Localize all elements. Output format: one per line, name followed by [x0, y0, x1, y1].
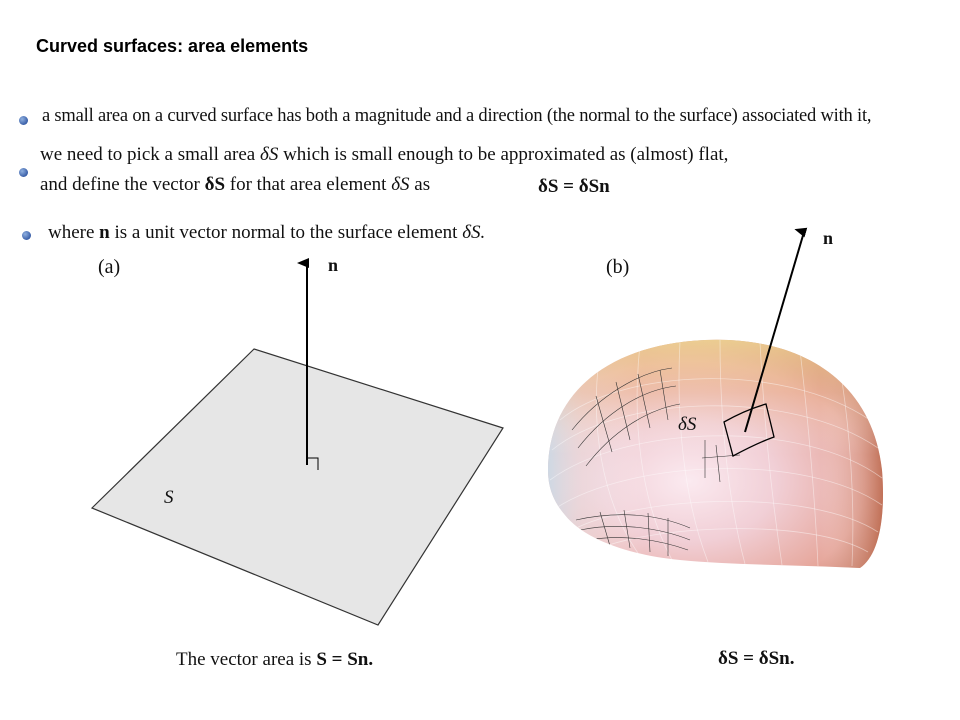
- normal-label-b: n: [823, 228, 834, 248]
- math-symbol: δS: [259, 144, 279, 165]
- text-segment: for that area element: [229, 174, 387, 195]
- bullet-text-1: a small area on a curved surface has both a magnitude and a direction (the normal to the surface) associated with it,: [42, 106, 872, 126]
- panel-a-label: (a): [98, 256, 121, 278]
- text-segment: where: [48, 222, 95, 243]
- equation-ds: δS = δSn: [538, 176, 610, 197]
- math-symbol: δS.: [462, 222, 486, 243]
- element-label-ds: δS: [678, 414, 697, 435]
- panel-b-label: (b): [606, 256, 630, 278]
- text-segment: as: [414, 174, 431, 195]
- caption-b: δS = δSn.: [718, 648, 795, 669]
- math-symbol: δS: [391, 174, 410, 195]
- caption-text: The vector area is: [176, 649, 312, 670]
- surface-label-s: S: [164, 487, 174, 508]
- text-segment: which is small enough to be approximated as (almost) flat,: [283, 144, 729, 165]
- text-segment: is a unit vector normal to the surface element: [114, 222, 458, 243]
- math-vector: δS: [204, 174, 226, 195]
- curved-surface-dome: [540, 330, 890, 580]
- normal-label-a: n: [328, 255, 339, 275]
- flat-surface: [92, 349, 503, 625]
- slide-title: Curved surfaces: area elements: [36, 36, 309, 56]
- caption-equation: S = Sn.: [316, 649, 374, 670]
- caption-a: [176, 649, 373, 671]
- text-segment: we need to pick a small area: [40, 144, 256, 165]
- math-vector: n: [99, 222, 110, 243]
- text-segment: and define the vector: [40, 174, 200, 195]
